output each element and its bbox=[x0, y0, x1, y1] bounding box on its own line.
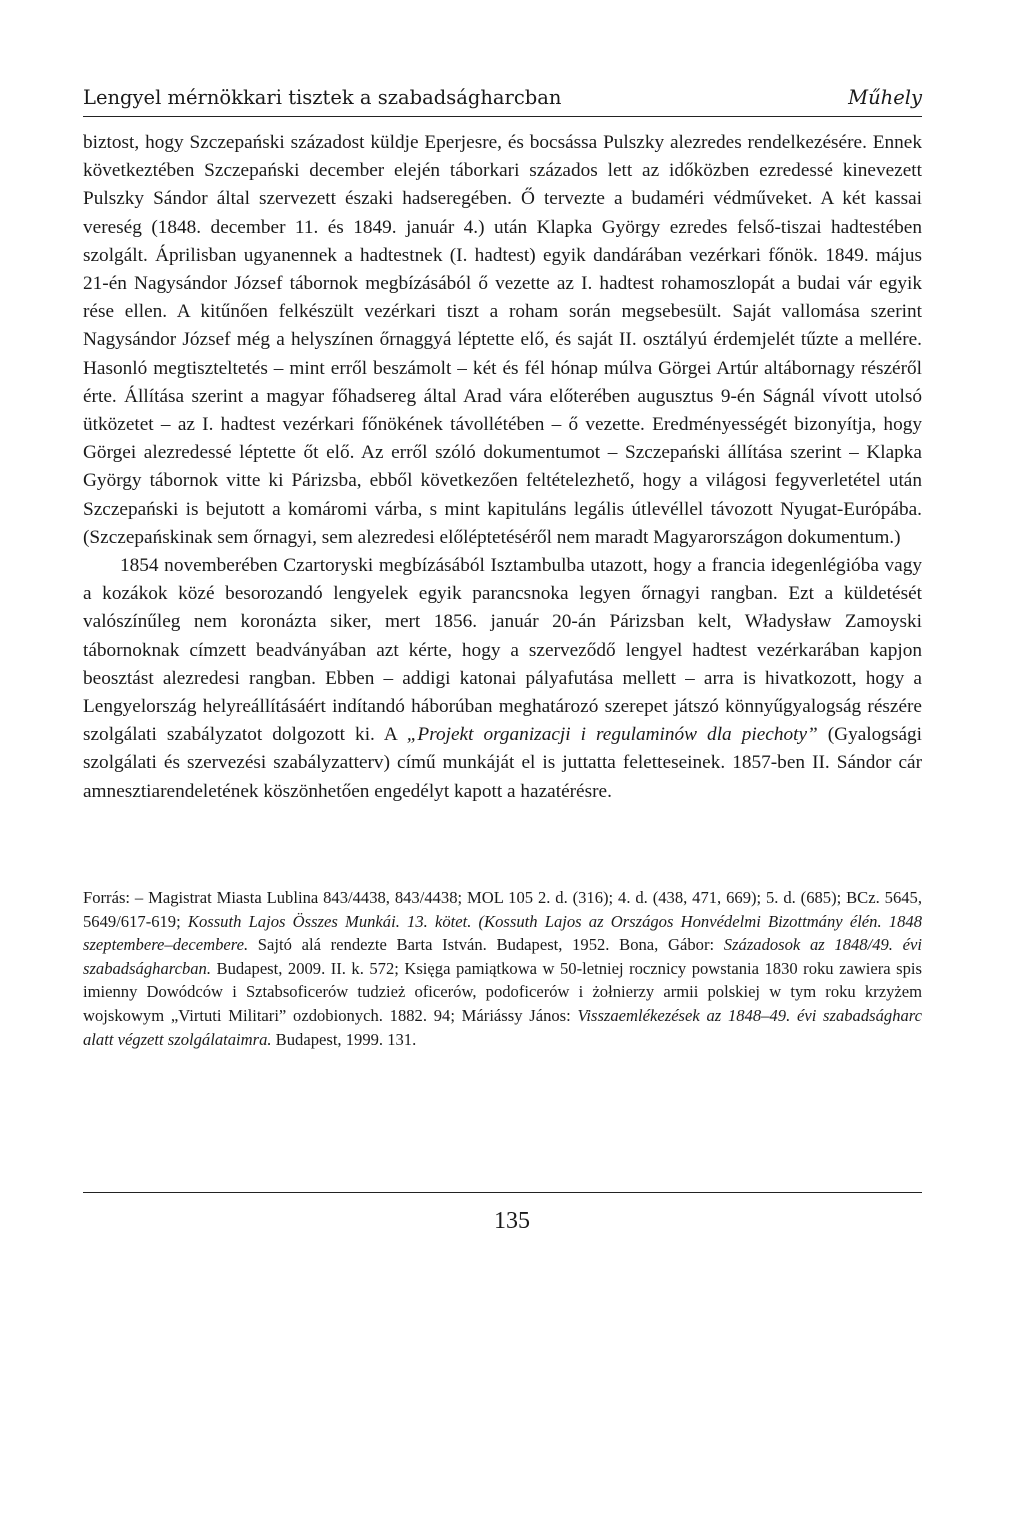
source-kossuth-editor: Sajtó alá rendezte Barta István. Budapest, 1952. Bona, Gábor: bbox=[248, 935, 724, 955]
source-bona-title: Századosok az 1848/49. évi szabadságharcban. bbox=[83, 935, 922, 978]
page-number: 135 bbox=[494, 1208, 530, 1234]
paragraph-1: biztost, hogy Szczepański századost küldje Eperjesre, és bocsássa Pulszky alezredes rendelkezésére. Ennek következtében Szczepański december elején táborkari százados lett az időközben ezredessé kinevezett Pulszky Sándor által szervezett északi hadseregében. Ő tervezte a budaméri védműveket. A két kassai vereség (1848. december 11. és 1849. január 4.) után Klapka György ezredes felső-tiszai hadtestében szolgált. Áprilisban ugyanennek a hadtestnek (I. hadtest) egyik dandárában vezérkari főnök. 1849. május 21-én Nagysándor József tábornok megbízásából ő vezette az I. hadtest rohamoszlopát a budai vár egyik rése ellen. A kitűnően felkészült vezérkari tiszt a roham során megsebesült. Saját vallomása szerint Nagysándor József még a helyszínen őrnaggyá léptette elő, és saját II. osztályú érdemjelét tűzte a mellére. Hasonló megtiszteltetés – mint erről beszámolt – két és fél hónap múlva Görgei Artúr altábornagy részéről érte. Állítása szerint a magyar főhadsereg által Arad vára előterében augusztus 9-én Ságnál vívott utolsó ütközetet – az I. hadtest vezérkari főnökének távollétében – ő vezette. Eredményességét bizonyítja, hogy Görgei alezredessé léptette őt elő. Az erről szóló dokumentumot – Szczepański állítása szerint – Klapka György tábornok vitte ki Párizsba, ebből következően feltételezhető, hogy a világosi fegyverletétel után Szczepański is bejutott a komáromi várba, s mint kapituláns legális útlevéllel távozott Nyugat-Európába. (Szczepańskinak sem őrnagyi, sem alezredesi előléptetéséről nem maradt Magyarországon dokumentum.) bbox=[83, 132, 922, 548]
header-article-title: Lengyel mérnökkari tisztek a szabadságharcban bbox=[83, 86, 562, 109]
source-archives: Forrás: – Magistrat Miasta Lublina 843/4438, 843/4438; MOL 105 2. d. (316); 4. d. (438, 471, 669); 5. d. (685); BCz. 5645, 5649/617-619; bbox=[83, 888, 922, 931]
sources-note bbox=[83, 886, 922, 1051]
source-ksiega: Budapest, 2009. II. k. 572; Księga pamiątkowa w 50-letniej rocznicy powstania 1830 roku zawiera spis imienny Dowódców i Sztabsoficerów tudzież oficerów, podoficerów i żołnierzy armii polskiej w tym roku krzyżem wojskowym „Virtuti Militari” ozdobionych. 1882. 94; Máriássy János: bbox=[83, 958, 922, 1025]
header-section-name: Műhely bbox=[848, 86, 922, 109]
paragraph-2 bbox=[83, 552, 922, 806]
paragraph-2-text-before: 1854 novemberében Czartoryski megbízásából Isztambulba utazott, hogy a francia idegenlégióba vagy a kozákok közé besorozandó lengyelek egyik parancsnoka legyen őrnagyi rangban. Ezt a küldetését valószínűleg nem koronázta siker, mert 1856. január 20-án Párizsban kelt, Władysław Zamoyski tábornoknak címzett beadványában azt kérte, hogy a szerveződő lengyel hadtest vezérkarában kapjon beosztást alezredesi rangban. Ebben – addigi katonai pályafutása mellett – arra is hivatkozott, hogy a Lengyelország helyreállításáért indítandó háborúban meghatározó szerepet játszó könnyűgyalogság részére szolgálati szabályzatot dolgozott ki. A bbox=[83, 555, 922, 746]
sources-paragraph bbox=[83, 886, 922, 1051]
footer-divider bbox=[83, 1192, 922, 1193]
work-title: „Projekt organizacji i regulaminów dla piechoty” bbox=[406, 724, 818, 746]
source-mariassy-imprint: Budapest, 1999. 131. bbox=[271, 1029, 417, 1049]
running-header bbox=[83, 82, 922, 117]
source-mariassy-title: Visszaemlékezések az 1848–49. évi szabadságharc alatt végzett szolgálataimra. bbox=[83, 1005, 923, 1049]
paragraph-2-text-after: (Gyalogsági szolgálati és szervezési szabályzatterv) című munkáját el is juttatta feletteseinek. 1857-ben II. Sándor cár amnesztiarendeletének köszönhetően engedélyt kapott a hazatérésre. bbox=[83, 724, 923, 802]
main-text bbox=[83, 129, 922, 806]
source-kossuth-title: Kossuth Lajos Összes Munkái. 13. kötet. (Kossuth Lajos az Országos Honvédelmi Bizottmány élén. 1848 szeptembere–decembere. bbox=[83, 911, 922, 955]
